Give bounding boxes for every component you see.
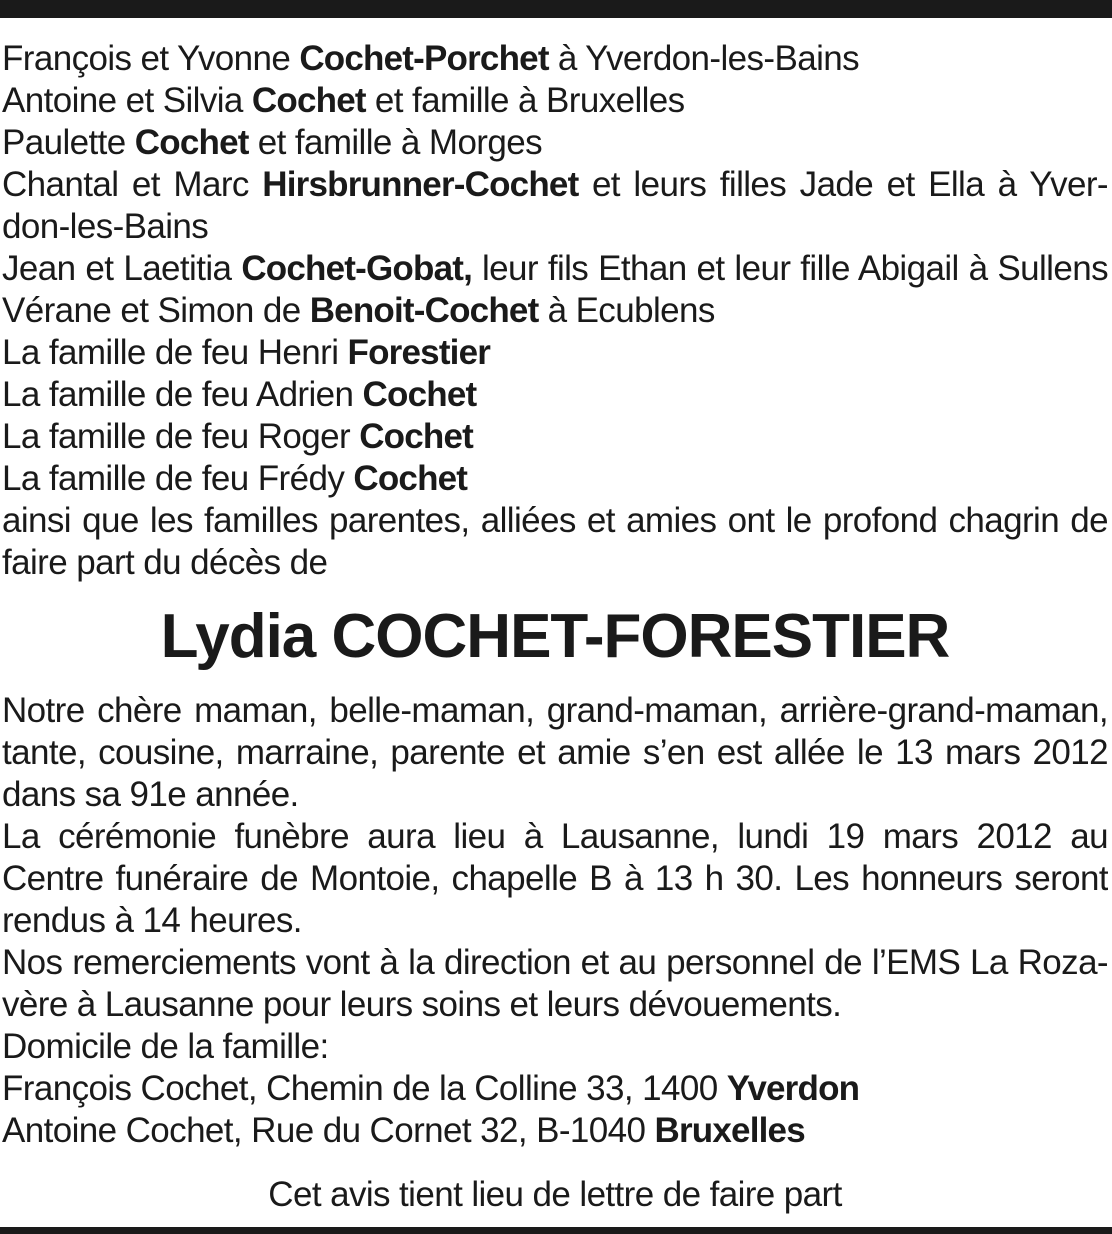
address-text: Antoine Cochet, Rue du Cornet 32, B-1040 — [2, 1111, 655, 1150]
intro-line: faire part du décès de — [2, 543, 328, 582]
family-line-text: Paulette — [2, 123, 135, 162]
family-line — [2, 38, 1108, 80]
family-line-location: et famille à Morges — [248, 123, 542, 162]
intro-paragraph — [2, 500, 1108, 584]
address-city: Yverdon — [726, 1069, 860, 1108]
address-line — [2, 1068, 1108, 1110]
address-text: François Cochet, Chemin de la Colline 33, 1400 — [2, 1069, 727, 1108]
family-name: Cochet — [362, 375, 477, 414]
body-line: vère à Lausanne pour leurs soins et leurs dévouements. — [2, 985, 842, 1024]
family-line — [2, 80, 1108, 122]
family-line — [2, 290, 1108, 332]
deceased-name-heading: Lydia COCHET-FORESTIER — [160, 602, 950, 671]
family-name: Cochet-Porchet — [299, 39, 549, 78]
body-line: La cérémonie funèbre aura lieu à Lausanne, lundi 19 mars 2012 au — [2, 817, 1108, 856]
top-rule — [0, 0, 1112, 18]
family-line-text: don-les-Bains — [2, 207, 209, 246]
family-line — [2, 248, 1108, 290]
family-name: Cochet — [359, 417, 474, 456]
family-line-text: Chantal et Marc — [2, 165, 263, 204]
family-name: Forestier — [347, 333, 491, 372]
footer-note: Cet avis tient lieu de lettre de faire part — [268, 1175, 842, 1214]
family-line-location: et famille à Bruxelles — [365, 81, 685, 120]
family-line-text: Antoine et Silvia — [2, 81, 252, 120]
body-line: Centre funéraire de Montoie, chapelle B à 13 h 30. Les honneurs seront — [2, 859, 1108, 898]
family-line — [2, 458, 1108, 500]
family-name: Cochet — [353, 459, 468, 498]
address-line — [2, 1110, 1108, 1152]
family-line-text: La famille de feu Frédy — [2, 459, 354, 498]
body-line: Domicile de la famille: — [2, 1027, 329, 1066]
intro-line: ainsi que les familles parentes, alliées et amies ont le profond chagrin de — [2, 501, 1108, 540]
family-line — [2, 164, 1108, 206]
body-line: rendus à 14 heures. — [2, 901, 302, 940]
family-line-location: à Yverdon-les-Bains — [548, 39, 860, 78]
family-name: Cochet-Gobat, — [241, 249, 473, 288]
family-line-location: leur fils Ethan et leur fille Abigail à Sullens — [472, 249, 1108, 288]
family-line-text: Jean et Laetitia — [2, 249, 242, 288]
family-line-text: La famille de feu Henri — [2, 333, 348, 372]
family-line-text: La famille de feu Roger — [2, 417, 360, 456]
body-line: tante, cousine, marraine, parente et amie s’en est allée le 13 mars 2012 — [2, 733, 1108, 772]
family-name: Hirsbrunner-Cochet — [262, 165, 579, 204]
family-line-text: François et Yvonne — [2, 39, 300, 78]
notice-body — [2, 690, 1108, 1068]
family-line — [2, 374, 1108, 416]
family-line — [2, 206, 1108, 248]
family-line-location: et leurs filles Jade et Ella à Yver- — [578, 165, 1108, 204]
body-line: dans sa 91e année. — [2, 775, 299, 814]
address-city: Bruxelles — [654, 1111, 805, 1150]
family-line — [2, 122, 1108, 164]
family-line — [2, 332, 1108, 374]
family-name: Benoit-Cochet — [309, 291, 539, 330]
family-line-location: à Ecublens — [538, 291, 715, 330]
family-name: Cochet — [251, 81, 366, 120]
family-line-text: Vérane et Simon de — [2, 291, 310, 330]
family-addresses — [2, 1068, 1108, 1152]
family-name: Cochet — [134, 123, 249, 162]
body-line: Nos remerciements vont à la direction et au personnel de l’EMS La Roza- — [2, 943, 1108, 982]
family-line-text: La famille de feu Adrien — [2, 375, 363, 414]
family-list — [2, 38, 1108, 500]
family-line — [2, 416, 1108, 458]
obituary-notice — [2, 38, 1108, 1216]
body-line: Notre chère maman, belle-maman, grand-maman, arrière-grand-maman, — [2, 691, 1108, 730]
bottom-rule — [0, 1227, 1112, 1234]
